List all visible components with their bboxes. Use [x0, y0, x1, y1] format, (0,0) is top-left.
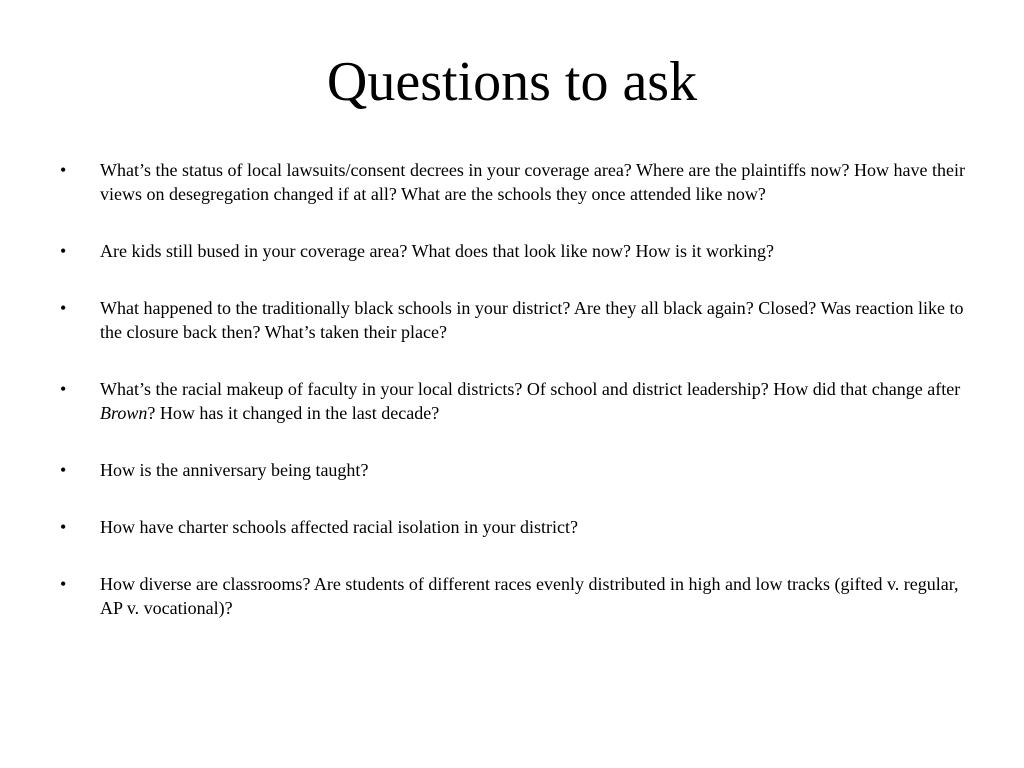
- bullet-text-part: ? How has it changed in the last decade?: [147, 403, 440, 423]
- bullet-text: [100, 379, 960, 423]
- case-name-emphasis: Brown: [100, 403, 148, 423]
- bullet-item: [60, 377, 970, 425]
- bullet-text: Are kids still bused in your coverage area? What does that look like now? How is it working?: [100, 241, 774, 261]
- bullet-item: [60, 572, 970, 620]
- bullet-item: [60, 158, 970, 206]
- bullet-item: [60, 515, 970, 539]
- bullet-icon: •: [60, 160, 67, 180]
- bullet-text-part: What’s the racial makeup of faculty in your local districts? Of school and district leadership? How did that change after: [100, 379, 961, 399]
- bullet-item: [60, 458, 970, 482]
- bullet-icon: •: [60, 241, 67, 261]
- bullet-list: [60, 158, 970, 653]
- bullet-item: [60, 296, 970, 344]
- slide-title: Questions to ask: [326, 51, 698, 113]
- bullet-text: How diverse are classrooms? Are students of different races evenly distributed in high and low tracks (gifted v. regular, AP v. vocational)?: [100, 574, 959, 618]
- bullet-text: How have charter schools affected racial isolation in your district?: [100, 517, 578, 537]
- bullet-text: How is the anniversary being taught?: [100, 460, 369, 480]
- bullet-icon: •: [60, 379, 67, 399]
- bullet-text: What happened to the traditionally black schools in your district? Are they all black again? Closed? Was reaction like to the closure back then? What’s taken their place?: [100, 298, 964, 342]
- bullet-item: [60, 239, 970, 263]
- bullet-icon: •: [60, 460, 67, 480]
- bullet-icon: •: [60, 517, 67, 537]
- bullet-text: What’s the status of local lawsuits/consent decrees in your coverage area? Where are the plaintiffs now? How have their views on desegregation changed if at all? What are the schools they once attended like now?: [100, 160, 966, 204]
- bullet-icon: •: [60, 574, 67, 594]
- bullet-icon: •: [60, 298, 67, 318]
